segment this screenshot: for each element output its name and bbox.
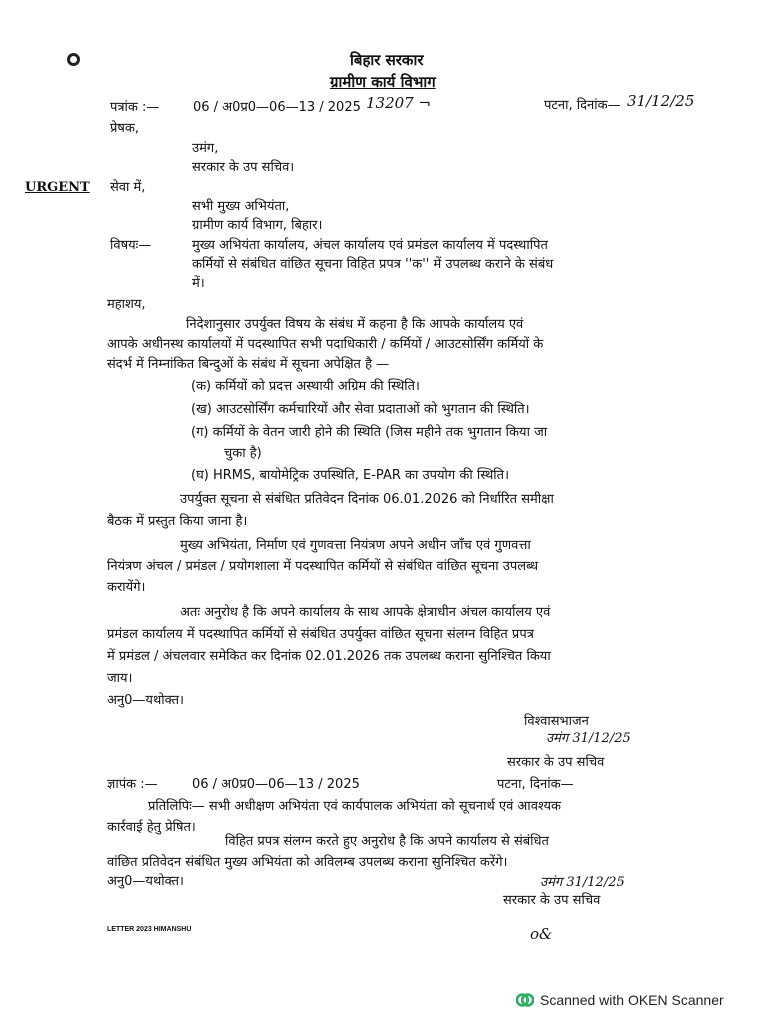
para3-line3: करायेंगे।	[107, 580, 146, 595]
point-kha: (ख) आउटसोर्सिंग कर्मचारियों और सेवा प्रदाताओं को भुगतान की स्थिति।	[191, 402, 530, 417]
salutation: महाशय,	[107, 297, 146, 312]
to-line1: सभी मुख्य अभियंता,	[192, 199, 290, 214]
closing-phrase: विश्वासभाजन	[524, 714, 589, 729]
handwritten-letter-number: 13207 ¬	[366, 94, 432, 112]
para5-line2: वांछित प्रतिवेदन संबंधित मुख्य अभियंता को अविलम्ब उपलब्ध कराना सुनिश्चित करेंगे।	[107, 855, 508, 870]
punch-hole-mark-icon	[67, 53, 80, 66]
place-date-label: पटना, दिनांक—	[544, 98, 621, 113]
watermark-text: Scanned with OKEN Scanner	[540, 992, 724, 1008]
point-ga-line2: चुका है)	[224, 446, 262, 461]
point-gha: (घ) HRMS, बायोमेट्रिक उपस्थिति, E-PAR का उपयोग की स्थिति।	[191, 468, 510, 483]
para4-line3: में प्रमंडल / अंचलवार समेकित कर दिनांक 02.01.2026 तक उपलब्ध कराना सुनिश्चित किया	[107, 649, 551, 664]
copy-line1: प्रतिलिपिः— सभी अधीक्षण अभियंता एवं कार्यपालक अभियंता को सूचनार्थ एवं आवश्यक	[148, 799, 561, 814]
para2-line1: उपर्युक्त सूचना से संबंधित प्रतिवेदन दिनांक 06.01.2026 को निर्धारित समीक्षा	[180, 492, 554, 507]
enclosure-note-2: अनु0—यथोक्त।	[107, 874, 184, 889]
copy-line2: कार्रवाई हेतु प्रेषित।	[107, 820, 196, 835]
department-title: ग्रामीण कार्य विभाग	[330, 73, 436, 91]
memo-place-date: पटना, दिनांक—	[497, 777, 574, 792]
memo-label: ज्ञापंक :—	[107, 777, 158, 792]
para4-line2: प्रमंडल कार्यालय में पदस्थापित कर्मियों से संबंधित उपर्युक्त वांछित सूचना संलग्न विहित प्रपत्र	[107, 627, 534, 642]
point-ga-line1: (ग) कर्मियों के वेतन जारी होने की स्थिति (जिस महीने तक भुगतान किया जा	[191, 425, 548, 440]
para5-line1: विहित प्रपत्र संलग्न करते हुए अनुरोध है कि अपने कार्यालय से संबंधित	[225, 834, 549, 849]
ref-label: पत्रांक :—	[110, 100, 160, 115]
para3-line2: नियंत्रण अंचल / प्रमंडल / प्रयोगशाला में पदस्थापित कर्मियों से संबंधित वांछित सूचना उपलब्ध	[107, 559, 539, 574]
oken-scanner-logo-icon	[516, 991, 534, 1009]
para1-line3: संदर्भ में निम्नांकित बिन्दुओं के संबंध में सूचना अपेक्षित है —	[107, 357, 390, 372]
enclosure-note: अनु0—यथोक्त।	[107, 693, 184, 708]
govt-title: बिहार सरकार	[350, 51, 424, 69]
to-line2: ग्रामीण कार्य विभाग, बिहार।	[192, 218, 323, 233]
signatory-designation: सरकार के उप सचिव	[507, 755, 605, 770]
subject-line1: मुख्य अभियंता कार्यालय, अंचल कार्यालय एवं प्रमंडल कार्यालय में पदस्थापित	[192, 238, 548, 253]
handwritten-initials: o&	[530, 925, 553, 943]
point-ka: (क) कर्मियों को प्रदत्त अस्थायी अग्रिम की स्थिति।	[191, 379, 420, 394]
handwritten-signature-2: उमंग 31/12/25	[540, 875, 625, 890]
footer-file-code: LETTER 2023 HIMANSHU	[107, 926, 192, 933]
para1-line1: निदेशानुसार उपर्युक्त विषय के संबंध में कहना है कि आपके कार्यालय एवं	[186, 317, 524, 332]
handwritten-signature: उमंग 31/12/25	[546, 731, 631, 746]
handwritten-date: 31/12/25	[627, 92, 695, 110]
urgent-stamp: URGENT	[25, 180, 90, 195]
to-label: सेवा में,	[110, 180, 146, 195]
sender-name: उमंग,	[192, 141, 219, 156]
subject-line2: कर्मियों से संबंधित वांछित सूचना विहित प्रपत्र ''क'' में उपलब्ध कराने के संबंध	[192, 257, 554, 272]
para4-line1: अतः अनुरोध है कि अपने कार्यालय के साथ आपके क्षेत्राधीन अंचल कार्यालय एवं	[180, 605, 551, 620]
ref-number: 06 / अ0प्र0—06—13 / 2025	[193, 100, 361, 115]
para4-line4: जाय।	[107, 671, 133, 686]
sender-label: प्रेषक,	[110, 121, 140, 136]
signatory-designation-2: सरकार के उप सचिव	[503, 893, 601, 908]
memo-number: 06 / अ0प्र0—06—13 / 2025	[192, 777, 360, 792]
subject-label: विषयः—	[110, 238, 152, 253]
scanner-watermark	[516, 991, 724, 1009]
subject-line3: में।	[192, 276, 205, 291]
para3-line1: मुख्य अभियंता, निर्माण एवं गुणवत्ता नियंत्रण अपने अधीन जाँच एवं गुणवत्ता	[180, 538, 531, 553]
sender-designation: सरकार के उप सचिव।	[192, 160, 295, 175]
para2-line2: बैठक में प्रस्तुत किया जाना है।	[107, 514, 248, 529]
para1-line2: आपके अधीनस्थ कार्यालयों में पदस्थापित सभी पदाधिकारी / कर्मियों / आउटसोर्सिंग कर्मियों के	[107, 337, 544, 352]
